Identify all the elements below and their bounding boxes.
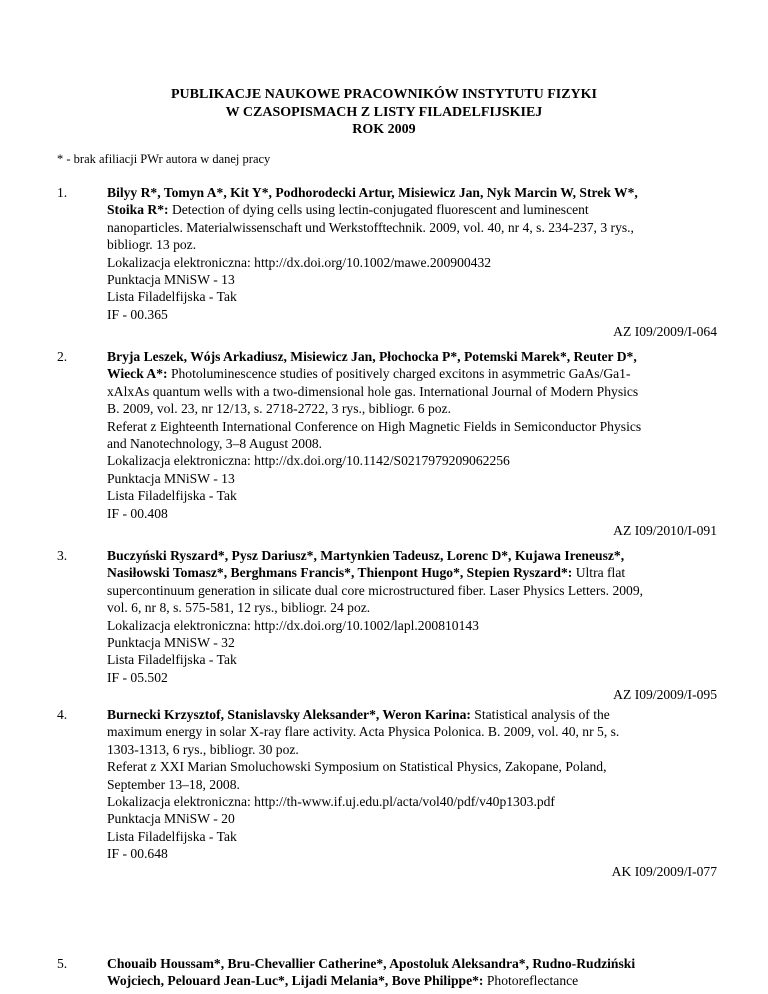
entry-line: Referat z Eighteenth International Conference on High Magnetic Fields in Semiconductor Physics [107, 418, 642, 434]
entry-number: 4. [57, 707, 68, 722]
entry-score: Punktacja MNiSW - 20 [107, 811, 235, 827]
entry-signature: AZ I09/2010/I-091 [613, 523, 717, 539]
entry-line: September 13–18, 2008. [107, 776, 240, 792]
entry-authors: Stoika R*: [107, 202, 169, 218]
entry-doi: Lokalizacja elektroniczna: http://dx.doi.org/10.1002/lapl.200810143 [107, 617, 479, 633]
entry-if: IF - 05.502 [107, 669, 168, 685]
title-line: PUBLIKACJE NAUKOWE PRACOWNIKÓW INSTYTUTU FIZYKI [170, 87, 597, 102]
entry-title: Photoreflectance [483, 973, 579, 989]
entry-line [107, 201, 717, 218]
entry-score: Punktacja MNiSW - 13 [107, 272, 235, 288]
entry-doi: Lokalizacja elektroniczna: http://dx.doi.org/10.1002/mawe.200900432 [107, 254, 492, 270]
entry-line [107, 706, 717, 723]
entry-line [107, 972, 717, 989]
entry-line [107, 564, 717, 581]
title-line: ROK 2009 [352, 122, 416, 137]
entry-body [107, 955, 717, 990]
entry-doi: Lokalizacja elektroniczna: http://th-www.if.uj.edu.pl/acta/vol40/pdf/v40p1303.pdf [107, 794, 555, 810]
entry-number: 5. [57, 956, 68, 971]
entry-line: supercontinuum generation in silicate dual core microstructured fiber. Laser Physics Letters. 2009, [107, 582, 644, 598]
entry-body [107, 184, 717, 341]
publication-entry [57, 706, 721, 880]
entry-line: B. 2009, vol. 23, nr 12/13, s. 2718-2722, 3 rys., bibliogr. 6 poz. [107, 401, 451, 417]
entry-signature: AK I09/2009/I-077 [611, 863, 717, 879]
entry-list: Lista Filadelfijska - Tak [107, 289, 237, 305]
entry-list: Lista Filadelfijska - Tak [107, 488, 237, 504]
entry-authors: Bilyy R*, Tomyn A*, Kit Y*, Podhorodecki Artur, Misiewicz Jan, Nyk Marcin W, Strek W*, [107, 185, 638, 200]
publication-entry [57, 955, 721, 990]
entry-if: IF - 00.365 [107, 306, 168, 322]
entry-score: Punktacja MNiSW - 13 [107, 470, 235, 486]
entry-authors: Wojciech, Pelouard Jean-Luc*, Lijadi Melania*, Bove Philippe*: [107, 973, 484, 989]
entry-title: Photoluminescence studies of positively charged excitons in asymmetric GaAs/Ga1- [167, 366, 631, 382]
publication-entry [57, 184, 721, 341]
entry-line: vol. 6, nr 8, s. 575-581, 12 rys., bibliogr. 24 poz. [107, 600, 371, 616]
publication-entry [57, 547, 721, 704]
entry-body [107, 348, 717, 539]
entry-line: 1303-1313, 6 rys., bibliogr. 30 poz. [107, 741, 299, 757]
entry-line: xAlxAs quantum wells with a two-dimensional hole gas. International Journal of Modern Physics [107, 383, 639, 399]
entry-list: Lista Filadelfijska - Tak [107, 652, 237, 668]
entry-number: 1. [57, 185, 68, 200]
entry-if: IF - 00.408 [107, 505, 168, 521]
entry-line: and Nanotechnology, 3–8 August 2008. [107, 436, 323, 452]
entry-line: Referat z XXI Marian Smoluchowski Symposium on Statistical Physics, Zakopane, Poland, [107, 759, 607, 775]
entry-line: nanoparticles. Materialwissenschaft und Werkstofftechnik. 2009, vol. 40, nr 4, s. 234-237, 3 rys., [107, 219, 634, 235]
title-line: W CZASOPISMACH Z LISTY FILADELFIJSKIEJ [225, 104, 543, 120]
entry-signature: AZ I09/2009/I-064 [613, 324, 717, 340]
entry-title: Statistical analysis of the [470, 707, 610, 722]
entry-authors: Nasiłowski Tomasz*, Berghmans Francis*, Thienpont Hugo*, Stepien Ryszard*: [107, 565, 573, 581]
entry-list: Lista Filadelfijska - Tak [107, 828, 237, 844]
entry-title: Ultra flat [572, 565, 626, 581]
entry-title: Detection of dying cells using lectin-conjugated fluorescent and luminescent [168, 202, 589, 218]
entry-score: Punktacja MNiSW - 32 [107, 635, 235, 651]
entry-authors: Buczyński Ryszard*, Pysz Dariusz*, Martynkien Tadeusz, Lorenc D*, Kujawa Ireneusz*, [107, 548, 625, 563]
entry-body [107, 706, 717, 880]
entry-if: IF - 00.648 [107, 846, 168, 862]
entry-authors: Wieck A*: [107, 366, 168, 382]
entry-body [107, 547, 717, 704]
entry-authors: Burnecki Krzysztof, Stanislavsky Aleksander*, Weron Karina: [107, 707, 471, 722]
entry-authors: Bryja Leszek, Wójs Arkadiusz, Misiewicz Jan, Płochocka P*, Potemski Marek*, Reuter D*, [107, 349, 637, 364]
entry-signature: AZ I09/2009/I-095 [613, 687, 717, 703]
affiliation-note: * - brak afiliacji PWr autora w danej pracy [57, 152, 271, 166]
entry-line [107, 365, 717, 382]
document-title [0, 86, 768, 139]
entry-authors: Chouaib Houssam*, Bru-Chevallier Catherine*, Apostoluk Aleksandra*, Rudno-Rudziński [107, 956, 636, 971]
entry-doi: Lokalizacja elektroniczna: http://dx.doi.org/10.1142/S0217979209062256 [107, 453, 510, 469]
publication-entry [57, 348, 721, 539]
entry-line: maximum energy in solar X-ray flare activity. Acta Physica Polonica. B. 2009, vol. 40, nr 5, s. [107, 724, 620, 740]
entry-line: bibliogr. 13 poz. [107, 237, 197, 253]
entry-number: 3. [57, 548, 68, 563]
entry-number: 2. [57, 349, 68, 364]
